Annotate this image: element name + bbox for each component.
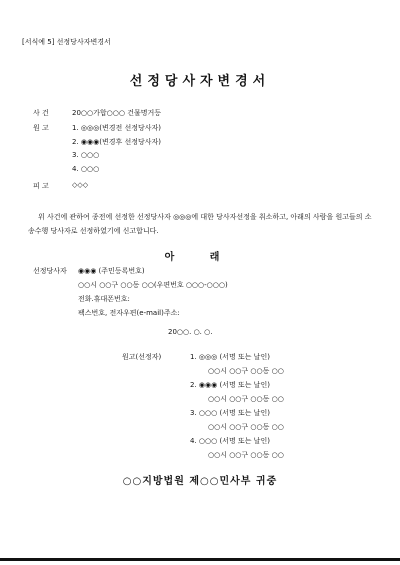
below-heading: 아 래 <box>164 252 236 263</box>
signer-address: ○○시 ○○구 ○○동 ○○ <box>208 395 284 403</box>
plaintiff-item: 1. ◎◎◎(변경전 선정당사자) <box>72 124 162 132</box>
form-tag: [서식예 5] 선정당사자변경서 <box>22 38 111 46</box>
plaintiff-item: 3. ○○○ <box>72 151 100 159</box>
signer-line: 4. ○○○ (서명 또는 날인) <box>190 437 270 445</box>
case-value: 20○○가합○○○ 건물명거등 <box>72 109 162 117</box>
appointee-label: 선정당사자 <box>33 267 67 275</box>
defendant-label: 피 고 <box>33 182 49 190</box>
signer-lead: 원고(선정자) <box>122 353 162 361</box>
court-addressee: ○○지방법원 제○○민사부 귀중 <box>122 476 278 487</box>
signer-line: 1. ◎◎◎ (서명 또는 날인) <box>190 353 270 361</box>
signer-address: ○○시 ○○구 ○○동 ○○ <box>208 423 284 431</box>
document-title: 선정당사자변경서 <box>129 74 271 89</box>
signer-line: 2. ◉◉◉ (서명 또는 날인) <box>190 381 270 389</box>
plaintiff-item: 4. ○○○ <box>72 165 100 173</box>
appointee-line: ○○시 ○○구 ○○동 ○○(우편번호 ○○○-○○○) <box>78 281 228 289</box>
defendant-value: ◇◇◇ <box>72 181 89 189</box>
plaintiff-label: 원 고 <box>33 124 49 132</box>
case-label: 사 건 <box>33 109 49 117</box>
appointee-line: ◉◉◉ (주민등록번호) <box>78 267 145 275</box>
appointee-line: 전화.휴대폰번호: <box>78 295 130 303</box>
signer-line: 3. ○○○ (서명 또는 날인) <box>190 409 270 417</box>
signer-address: ○○시 ○○구 ○○동 ○○ <box>208 451 284 459</box>
plaintiff-item: 2. ◉◉◉(변경후 선정당사자) <box>72 138 162 146</box>
signer-address: ○○시 ○○구 ○○동 ○○ <box>208 367 284 375</box>
page-bottom-border <box>0 558 400 561</box>
date: 20○○. ○. ○. <box>168 328 213 336</box>
appointee-line: 팩스번호, 전자우편(e-mail)주소: <box>78 309 180 317</box>
intro-paragraph: 위 사건에 관하여 종전에 선정한 선정당사자 ◎◎◎에 대한 당사자선정을 취소하고, 아래의 사람을 원고들의 소송수행 당사자로 선정하였기에 신고합니다. <box>28 213 372 235</box>
